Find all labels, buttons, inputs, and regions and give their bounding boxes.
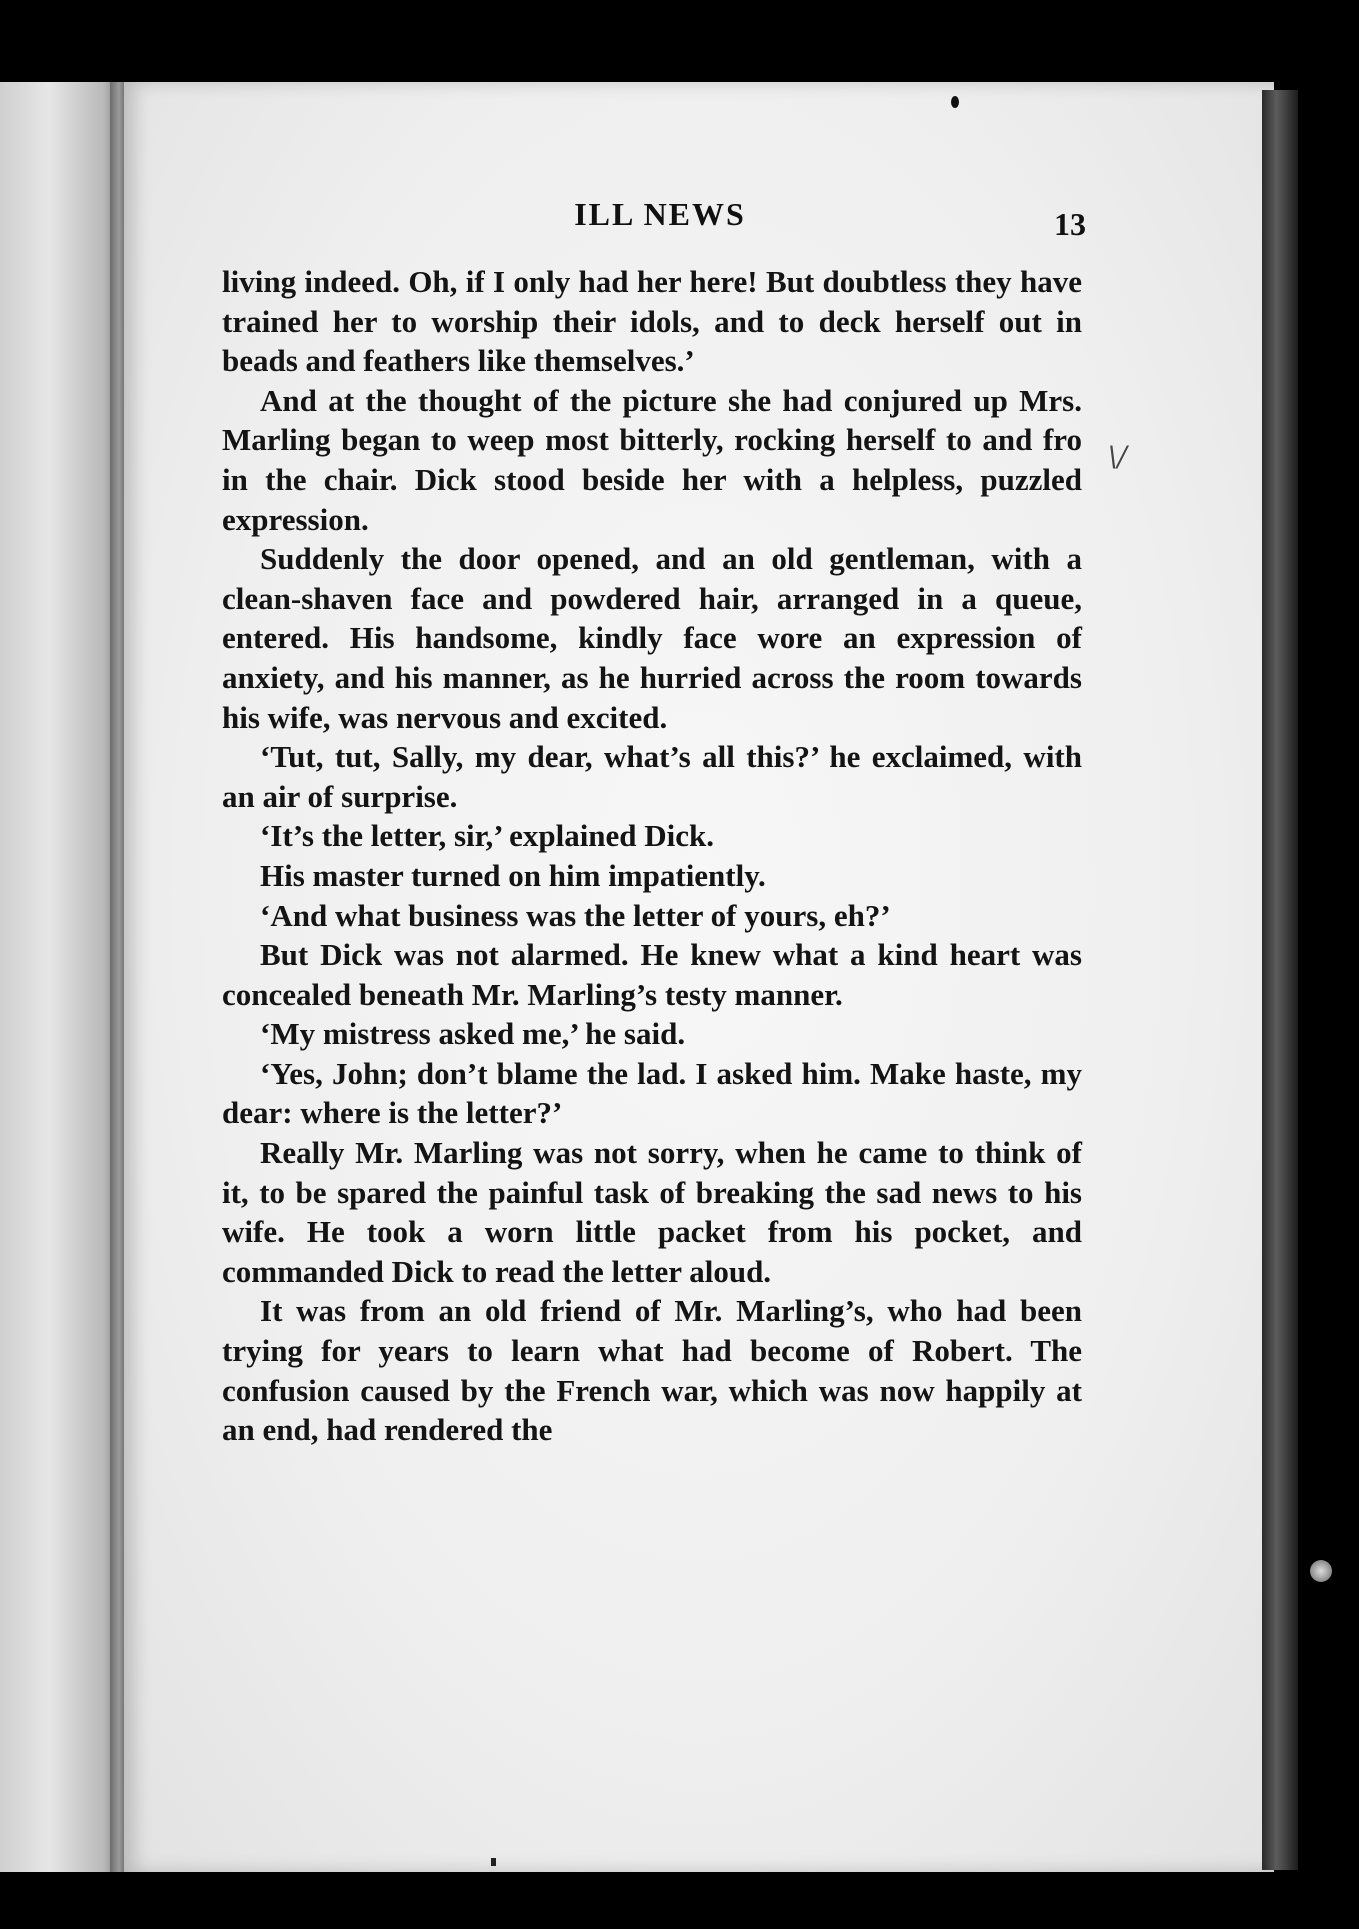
paragraph: It was from an old friend of Mr. Marling’s, who had been trying for years to learn what had become of Robert. The confusion caused by the French war, which was now happily at an end, had rendered the <box>222 1293 1082 1448</box>
paragraph: His master turned on him impatiently. <box>260 857 766 893</box>
paragraph: But Dick was not alarmed. He knew what a kind heart was concealed beneath Mr. Marling’s testy manner. <box>222 937 1082 1012</box>
paragraph: And at the thought of the picture she had conjured up Mrs. Marling began to weep most bitterly, rocking herself to and fro in the chair. Dick stood beside her with a helpless, puzzled expression. <box>222 382 1082 537</box>
ink-speck <box>491 1858 496 1866</box>
paragraph: ‘It’s the letter, sir,’ explained Dick. <box>260 818 715 854</box>
facing-page-edge <box>0 82 122 1872</box>
running-title: ILL NEWS <box>574 196 746 232</box>
page-number: 13 <box>1054 206 1086 242</box>
paragraph: ‘And what business was the letter of yours, eh?’ <box>260 897 891 933</box>
ink-speck <box>951 96 959 108</box>
paragraph: Really Mr. Marling was not sorry, when he came to think of it, to be spared the painful task of breaking the sad news to his wife. He took a worn little packet from his pocket, and commanded Dick to read the letter aloud. <box>222 1135 1082 1289</box>
paragraph: ‘Yes, John; don’t blame the lad. I asked him. Make haste, my dear: where is the letter?’ <box>222 1055 1082 1131</box>
margin-pencil-mark: \/ <box>1108 440 1127 473</box>
paragraph: ‘Tut, tut, Sally, my dear, what’s all this?’ he exclaimed, with an air of surprise. <box>222 739 1082 814</box>
scan-artifact <box>1310 1560 1332 1582</box>
paragraph: ‘My mistress asked me,’ he said. <box>260 1016 686 1052</box>
paragraph: Suddenly the door opened, and an old gentleman, with a clean-shaven face and powdered hair, arranged in a queue, entered. His handsome, kindly face wore an expression of anxiety, and his manner, as he hurried across the room towards his wife, was nervous and excited. <box>222 541 1082 735</box>
running-head <box>240 196 1086 242</box>
body-text <box>222 262 1082 1450</box>
book-binding-edge <box>1262 90 1298 1870</box>
paragraph: living indeed. Oh, if I only had her here! But doubtless they have trained her to worship their idols, and to deck herself out in beads and feathers like themselves.’ <box>222 264 1082 379</box>
